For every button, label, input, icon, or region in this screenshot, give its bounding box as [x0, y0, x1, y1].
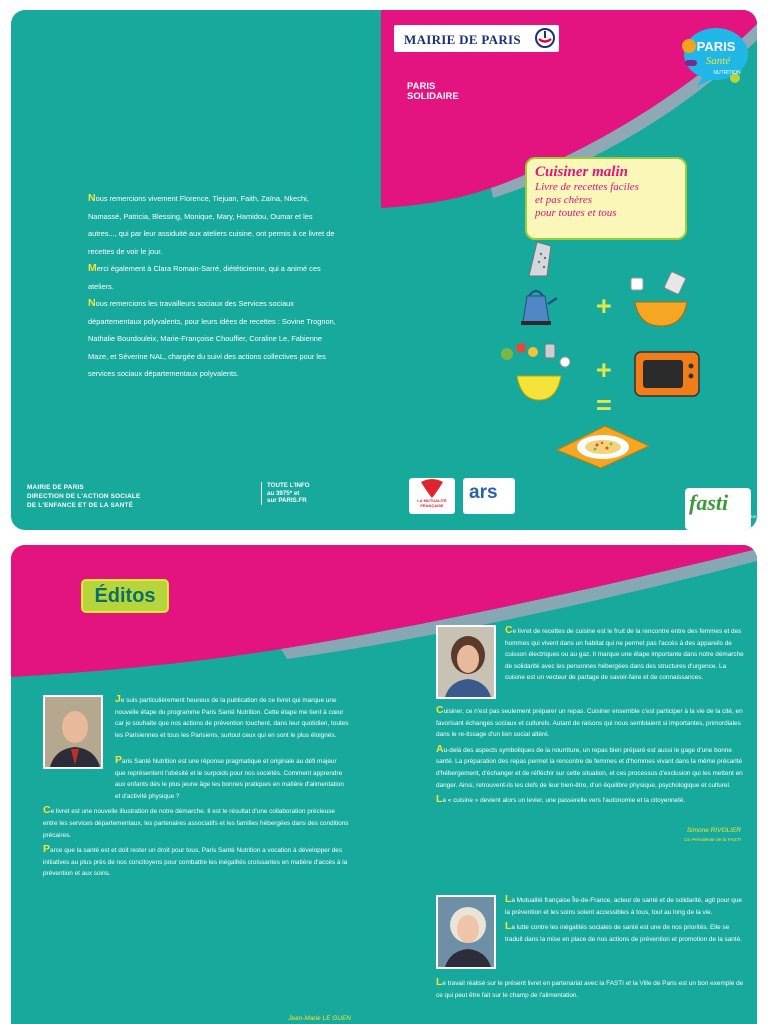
edito-paragraph — [505, 921, 745, 945]
equals-sign: = — [596, 390, 612, 420]
edito-paragraph — [436, 744, 745, 791]
paragraph-text: erci également à Clara Romain-Sarré, diététicienne, qui a animé ces ateliers. — [88, 264, 321, 291]
cover-subtitle: Livre de recettes faciles — [535, 181, 639, 193]
mutualite-francaise-logo — [409, 478, 455, 514]
drop-cap: N — [88, 297, 96, 309]
fasti-text: fasti — [689, 490, 729, 515]
paragraph-text: e suis particulièrement heureux de la publication de ce livret qui marque une nouvelle étape du programme Paris Santé Nutrition. Cette étape me tient à cœur car je souhaite que nos actions de prévention touchent, dans leur quotidien, toutes les Parisiennes et tous les Parisiens, surtout ceux qui en sont le plus éloignés. — [115, 697, 349, 739]
paragraph-text: e livret de recettes de cuisine est le fruit de la rencontre entre des femmes et des hommes qui vivent dans un habitat qui ne permet pas l'accès à des appareils de cuisson électriques ou au gaz. Il marque une étape importante dans notre démarche de solidarité avec les personnes hébergées dans des structures d'urgence. La cuisine est un vecteur de partage de savoir-faire et de connaissances. — [505, 628, 744, 682]
cover-spread — [11, 10, 757, 530]
paragraph-text: a Mutualité française Île-de-France, acteur de santé et de solidarité, agit pour que la prévention et les soins soient accessibles à tous, tout au long de la vie. — [505, 897, 742, 916]
logo-text-sante: Santé — [705, 55, 731, 67]
drop-cap: A — [436, 742, 444, 755]
solidaire-line: PARIS — [407, 81, 436, 92]
footer-line: DIRECTION DE L'ACTION SOCIALE — [27, 492, 141, 500]
back-cover-footer — [27, 484, 140, 510]
footer-line: MAIRIE DE PARIS — [27, 484, 84, 491]
edito-paragraph — [436, 705, 745, 741]
edito-paragraph — [43, 805, 349, 841]
signature-name: Jean-Marie LE GUEN — [288, 1015, 351, 1022]
paragraph-text: a lutte contre les inégalités sociales de santé est une de nos priorités. Elle se traduit dans la mise en place de nos actions de prévention et promotion de la santé. — [505, 924, 742, 943]
editos-title: Éditos — [81, 579, 169, 613]
drop-cap: P — [43, 843, 51, 856]
logo-text-nutrition: NUTRITION — [713, 70, 741, 76]
edito-paragraph — [115, 694, 349, 741]
edito-paragraph — [43, 755, 349, 802]
cover-title-box — [525, 157, 687, 240]
edito-right-intro — [505, 625, 745, 687]
edito-paragraph — [505, 625, 745, 684]
paragraph-text: a « cuisine » devient alors un levier, une passerelle vers l'autonomie et la citoyenneté. — [442, 797, 686, 805]
drop-cap: L — [436, 793, 443, 806]
plus-sign: + — [596, 355, 612, 385]
signature-role: Co-Présidente de la FASTI — [684, 838, 741, 843]
paris-sante-nutrition-logo — [675, 24, 753, 90]
paragraph-text: aris Santé Nutrition est une réponse pragmatique et originale au défi majeur que représentent l'obésité et le surpoids pour nos sociétés. Comment apprendre aux enfants dès le plus jeune âge les bonnes pratiques en matière d'alimentation et d'activité physique ? — [115, 758, 344, 800]
ars-logo — [463, 478, 515, 514]
microwave-icon — [633, 348, 701, 400]
cover-subtitle: et pas chères — [535, 193, 593, 206]
spine-credits — [342, 160, 352, 490]
mutualite-line: FRANÇAISE — [420, 503, 444, 508]
paragraph-text: arce que la santé est et doit rester un droit pour tous, Paris Santé Nutrition a vocation à développer des initiatives au plus près de nos concitoyens pour combattre les inégalités croissantes en matière d'accès à la prévention et aux soins. — [43, 847, 348, 878]
edito-paragraph — [436, 794, 745, 807]
drop-cap: N — [88, 192, 96, 204]
footer-line: DE L'ENFANCE ET DE LA SANTÉ — [27, 501, 134, 509]
mairie-de-paris-logo — [394, 25, 559, 52]
drop-cap: L — [505, 920, 512, 933]
mutualite-text — [409, 498, 455, 508]
solidaire-line: SOLIDAIRE — [407, 91, 459, 102]
paragraph-text: e travail réalisé sur le présent livret en partenariat avec la FASTI et la Ville de Paris est un bon exemple de ce qui peut être fait sur le champ de l'alimentation. — [436, 980, 744, 999]
drop-cap: M — [88, 262, 97, 274]
edito-paragraph — [43, 844, 349, 880]
edito-right-body — [436, 705, 745, 810]
paragraph-text: uisiner, ce n'est pas seulement préparer un repas. Cuisiner ensemble c'est participer à la vie de la cité, en favorisant échanges sociaux et culturels. Autant de raisons qui nous semblaient si importantes, primordiales dans le re-tissage d'un lien social altéré. — [436, 708, 743, 739]
edito-paragraph — [505, 894, 745, 918]
paris-ship-icon — [535, 28, 555, 48]
thanks-paragraph — [88, 260, 343, 295]
edito-left-intro — [115, 694, 349, 744]
mutualite-line: LA MUTUALITÉ — [417, 498, 447, 503]
ars-text: ars — [469, 482, 498, 503]
edito-spread — [11, 545, 757, 1024]
drop-cap: C — [505, 624, 513, 636]
vegetables-and-bowl-icon — [495, 340, 575, 402]
cover-title: Cuisiner malin — [535, 164, 628, 180]
bowl-and-can-icon — [629, 272, 691, 328]
info-line: TOUTE L'INFO — [267, 482, 310, 489]
edito-right-closing — [436, 977, 745, 1004]
back-cover-thanks — [88, 190, 343, 383]
drop-cap: L — [505, 893, 512, 905]
info-line: au 3975* et — [267, 489, 300, 497]
plus-sign: + — [596, 291, 612, 321]
drop-cap: L — [436, 976, 443, 988]
logo-text-paris: PARIS — [696, 39, 736, 54]
signature-name: Simone RIVOLIER — [686, 827, 741, 834]
kettle-icon — [515, 282, 559, 326]
paragraph-text: ous remercions vivement Florence, Tiejuan, Faith, Zaïna, Nkechi, Namassé, Patricia, Blessing, Monique, Mary, Hamidou, Oumar et les autres..., qui par leur assiduité aux ateliers cuisine, ont permis à ce livret de recettes de voir le jour. — [88, 194, 335, 256]
info-box — [261, 482, 341, 505]
photo-mutualite-representative — [436, 895, 496, 969]
thanks-paragraph — [88, 295, 343, 383]
cover-subtitle: pour toutes et tous — [535, 206, 617, 219]
mairie-text: MAIRIE DE PARIS — [404, 32, 521, 47]
plate-of-food-icon — [555, 424, 651, 470]
paragraph-text: u-delà des aspects symboliques de la nourriture, un repas bien préparé est aussi le gage d'une bonne santé. La préparation des repas permet la rencontre de femmes et d'hommes vivant dans la même précarité d'hébergement, d'échanger et de réfléchir sur cette situation, et ces processus d'exclusion qui les mettent en danger. Ainsi, retrouvent-ils les clefs de leur bien-être, d'un équilibre physique, psychologique et culturel. — [436, 746, 743, 789]
grater-icon — [519, 238, 561, 278]
paris-solidaire-logo — [407, 81, 459, 102]
paragraph-text: e livret est une nouvelle illustration de notre démarche. Il est le résultat d'une collaboration précieuse entre les services départementaux, les partenaires associatifs et les familles hébergées dans des conditions précaires. — [43, 808, 349, 839]
drop-cap: P — [115, 754, 123, 766]
edito-right-second — [505, 894, 745, 948]
mutualite-mark-icon — [409, 478, 455, 514]
fasti-subtitle: FÉDÉRATION DES ASSOCIATIONS DE SOLIDARITÉ AVEC LES TRAVAILLEURS IMMIGRÉS — [691, 514, 757, 528]
edito-left-body — [43, 755, 349, 883]
info-line: sur PARIS.FR — [267, 497, 307, 504]
drop-cap: J — [115, 693, 121, 705]
thanks-paragraph — [88, 190, 343, 260]
drop-cap: C — [436, 704, 444, 716]
edito-paragraph — [436, 977, 745, 1001]
portrait-woman-icon — [438, 897, 496, 969]
photo-simone-rivolier — [436, 625, 496, 699]
drop-cap: C — [43, 804, 51, 817]
paragraph-text: ous remercions les travailleurs sociaux des Services sociaux départementaux polyvalents, pour leurs idées de recettes : Sovine Trognon, Nathalie Bourdouleix, Marie-Françoise Chouffier, Coraline Le, Fabienne Maze, et Séverine NAL, chargée du suivi des actions collectives pour les services sociaux départementaux polyvalents. — [88, 299, 336, 378]
portrait-woman-icon — [438, 627, 496, 699]
